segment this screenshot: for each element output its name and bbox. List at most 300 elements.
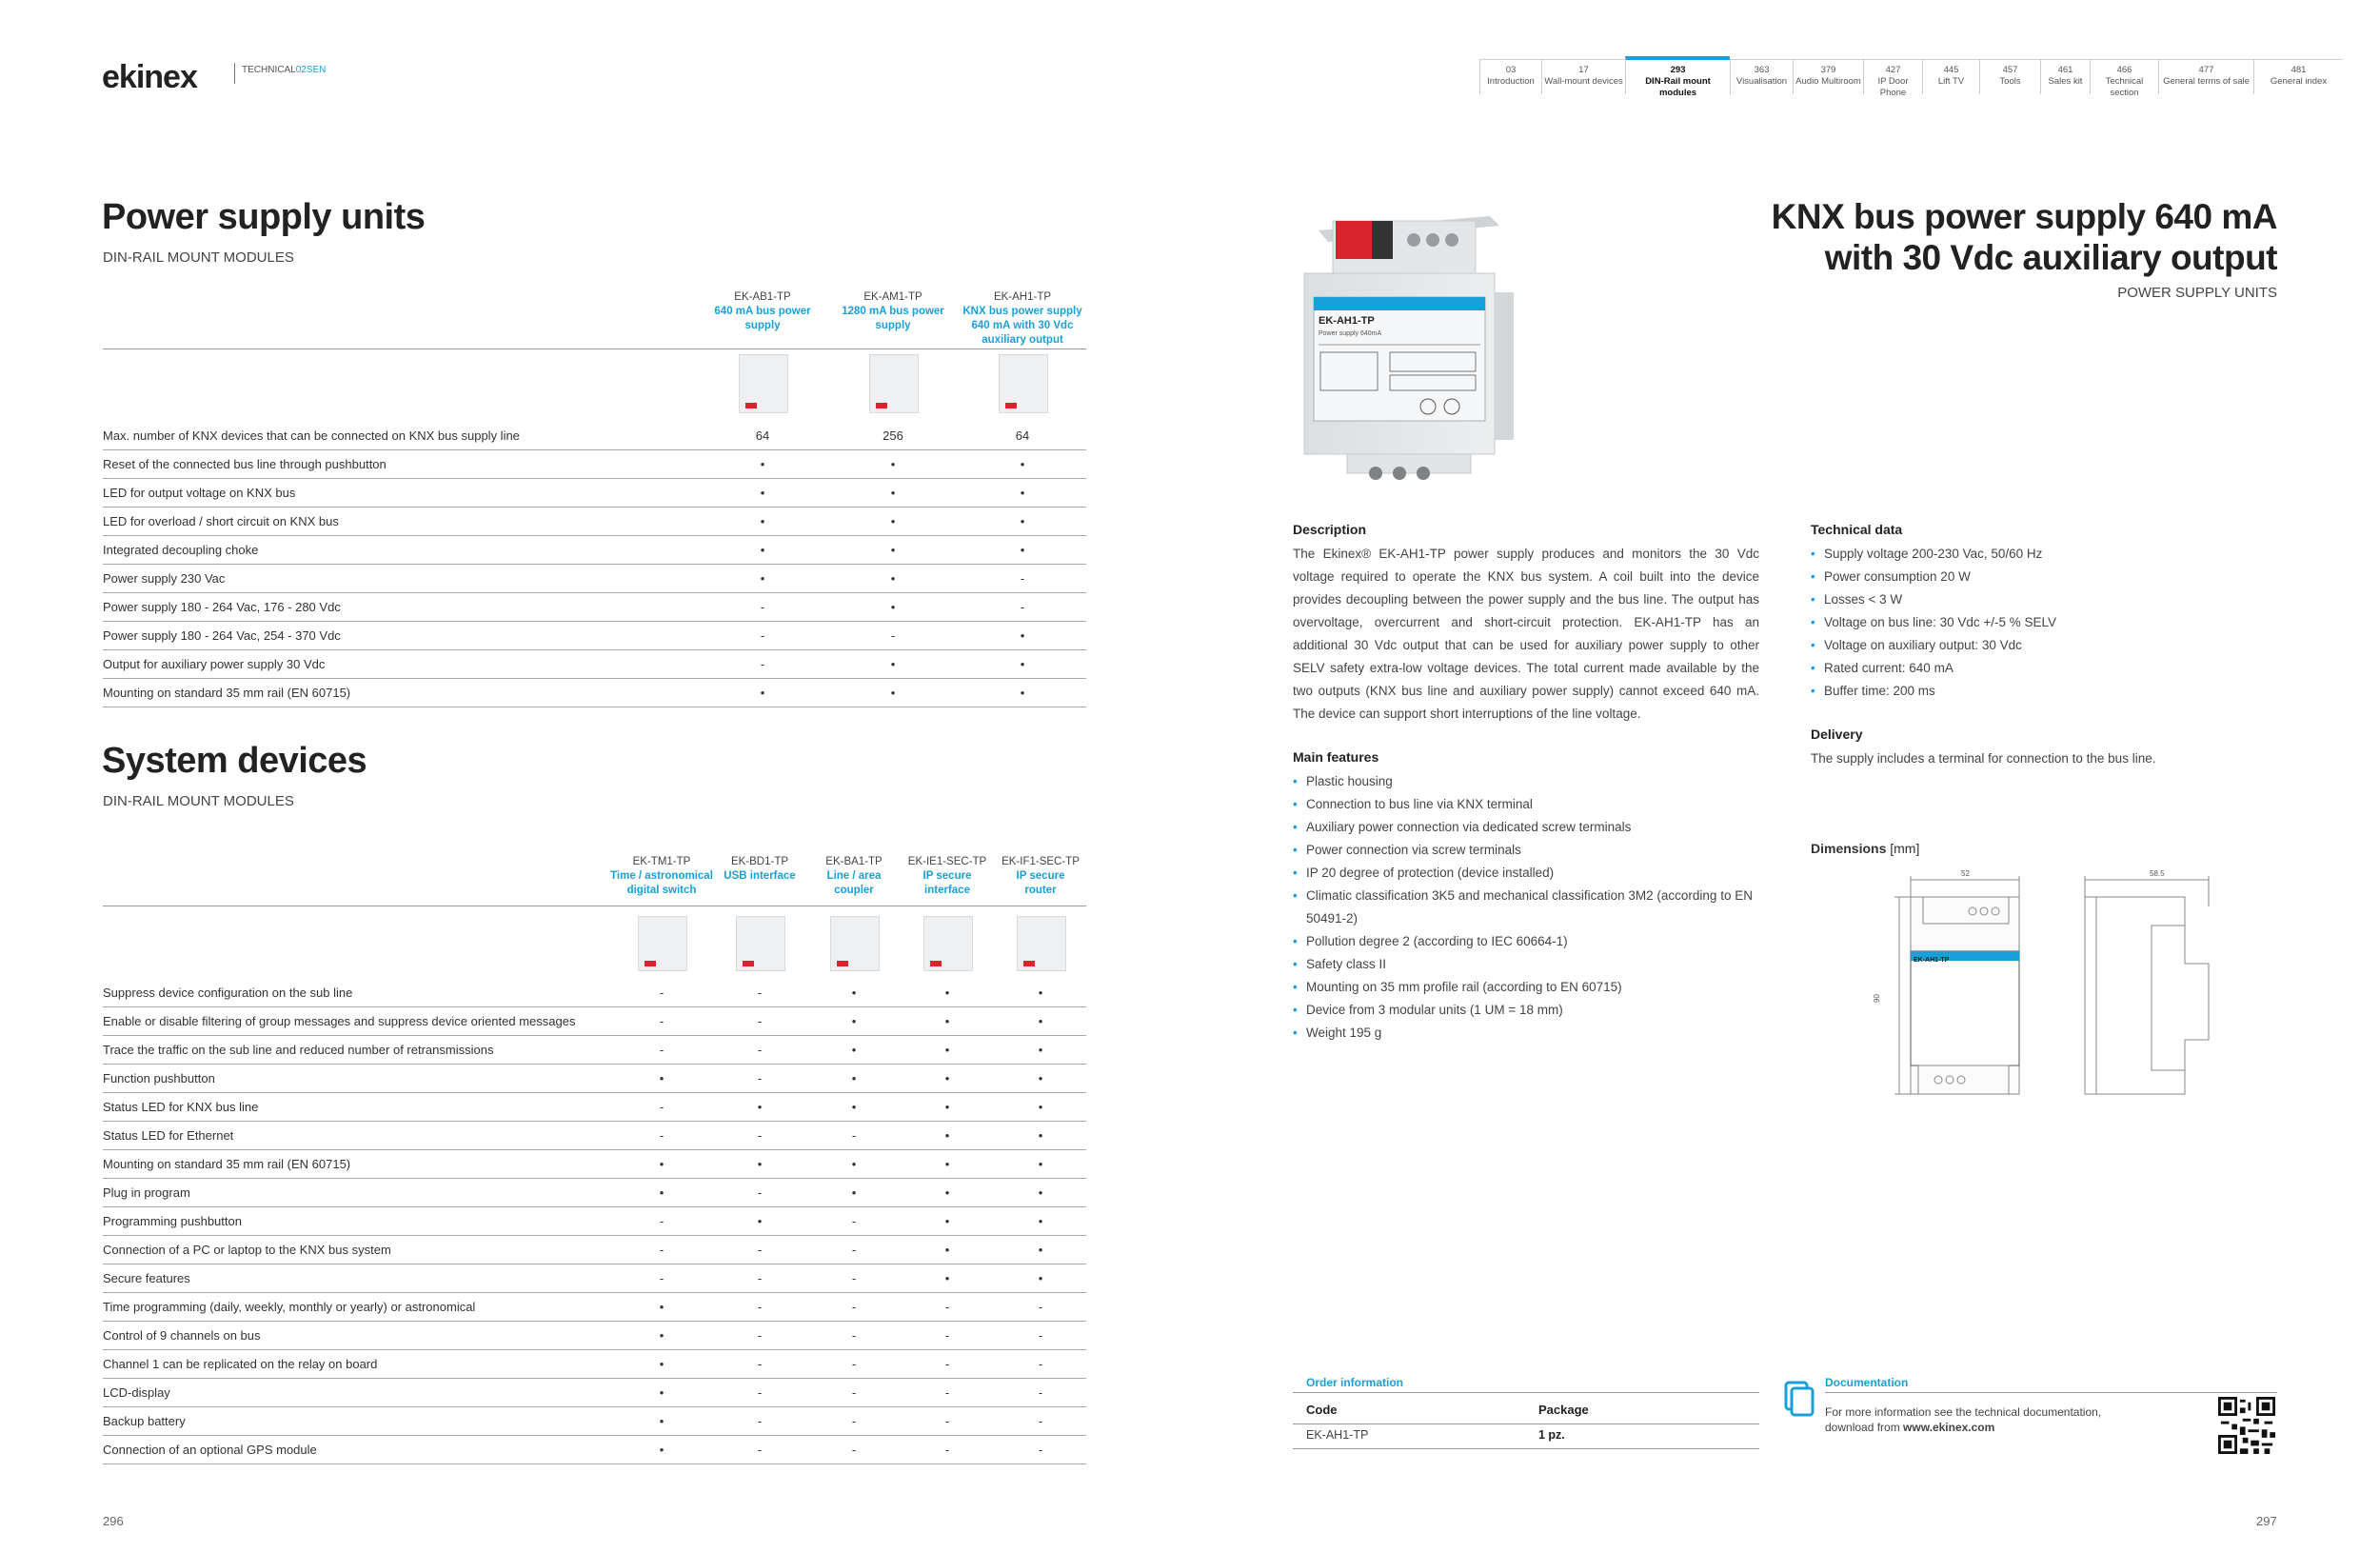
table-row-separator: [103, 1435, 1086, 1436]
product-thumbnail: [1017, 916, 1066, 971]
chapter-nav: [1479, 59, 2343, 98]
column-name: IP secure: [922, 870, 972, 882]
table-cell: •: [851, 1185, 857, 1200]
table-row-label: Output for auxiliary power supply 30 Vdc: [103, 657, 326, 671]
list-item: • Connection to bus line via KNX terminal: [1293, 793, 1759, 816]
table-cell: •: [760, 571, 765, 586]
table-cell: •: [1038, 1243, 1043, 1257]
table-row-separator: [103, 1235, 1086, 1236]
table-cell: 256: [883, 428, 903, 443]
table-cell: -: [944, 1300, 950, 1314]
table-cell: •: [944, 1214, 950, 1228]
table-row-separator: [103, 1349, 1086, 1350]
table-row-label: Mounting on standard 35 mm rail (EN 60715): [103, 1157, 351, 1171]
table-row-label: Backup battery: [103, 1414, 186, 1428]
table-row-label: Time programming (daily, weekly, monthly or yearly) or astronomical: [103, 1300, 476, 1314]
table-cell: -: [757, 1385, 763, 1400]
features-title: Main features: [1293, 749, 1379, 765]
table-row-separator: [103, 535, 1086, 536]
table-cell: •: [659, 1328, 664, 1343]
product-category: POWER SUPPLY UNITS: [2117, 285, 2277, 301]
table-row-label: Programming pushbutton: [103, 1214, 242, 1228]
description-text: The Ekinex® EK-AH1-TP power supply produces and monitors the 30 Vdc voltage required to operate the KNX bus system. A coil built into the device provides decoupling between the power supply and the bus line. The output has overvoltage, overcurrent and short-circuit protection. EK-AH1-TP has an additional 30 Vdc output that can be used for auxiliary power supply to other SELV safety extra-low voltage devices. The total current made available by the two outputs (KNX bus line and auxiliary power supply) cannot exceed 640 mA. The device can support short interruptions of the line voltage.: [1293, 547, 1759, 721]
table-row-separator: [103, 564, 1086, 565]
product-thumbnail: [736, 916, 785, 971]
table-cell: •: [760, 686, 765, 700]
table-cell: •: [659, 1443, 664, 1457]
list-item: • Losses < 3 W: [1811, 588, 2268, 611]
column-code: EK-IF1-SEC-TP: [1002, 856, 1080, 867]
table-row-separator: [103, 1006, 1086, 1007]
column-name: digital switch: [626, 885, 697, 896]
table-cell: -: [659, 1271, 664, 1285]
table-cell: •: [659, 1185, 664, 1200]
table-row-label: Enable or disable filtering of group messages and suppress device oriented messages: [103, 1014, 576, 1028]
table-cell: -: [1038, 1385, 1043, 1400]
nav-tab-number: 481: [2291, 65, 2307, 75]
table-row-separator: [103, 1206, 1086, 1207]
table-cell: -: [757, 1443, 763, 1457]
table-cell: •: [890, 486, 896, 500]
table-cell: •: [890, 686, 896, 700]
table-cell: •: [659, 1385, 664, 1400]
table-cell: -: [757, 1243, 763, 1257]
nav-tab-label: Technical section: [2105, 76, 2144, 98]
list-item: • Auxiliary power connection via dedicated screw terminals: [1293, 816, 1759, 839]
table-cell: •: [944, 1157, 950, 1171]
dim-width: 52: [1961, 869, 1970, 878]
table-cell: •: [851, 986, 857, 1000]
power-section-title: Power supply units: [102, 197, 426, 237]
table-cell: •: [757, 1157, 763, 1171]
table-cell: 64: [1015, 428, 1030, 443]
table-cell: •: [851, 1014, 857, 1028]
table-cell: -: [944, 1328, 950, 1343]
nav-tab-number: 363: [1754, 65, 1770, 75]
table-cell: •: [944, 1128, 950, 1143]
table-cell: •: [944, 1043, 950, 1057]
column-code: EK-BD1-TP: [730, 856, 789, 867]
table-cell: -: [851, 1300, 857, 1314]
nav-tab[interactable]: [1730, 60, 1793, 94]
nav-tab-label: Sales kit: [2048, 76, 2083, 87]
nav-tab[interactable]: [1863, 60, 1922, 98]
table-row-separator: [103, 1092, 1086, 1093]
table-row-label: Status LED for Ethernet: [103, 1128, 234, 1143]
table-row-label: LCD-display: [103, 1385, 170, 1400]
nav-tab-number: 379: [1820, 65, 1836, 75]
table-row-separator: [103, 1292, 1086, 1293]
system-section-title: System devices: [102, 741, 367, 781]
table-cell: -: [851, 1271, 857, 1285]
table-cell: •: [890, 457, 896, 471]
table-cell: •: [659, 1300, 664, 1314]
nav-tab[interactable]: [1922, 60, 1979, 94]
product-thumbnail: [869, 354, 919, 413]
table-cell: •: [1020, 686, 1025, 700]
table-row-label: Channel 1 can be replicated on the relay on board: [103, 1357, 378, 1371]
table-cell: -: [760, 657, 765, 671]
table-cell: -: [890, 628, 896, 643]
column-name: 1280 mA bus power: [842, 306, 944, 317]
nav-tab[interactable]: [1479, 60, 1541, 94]
table-cell: -: [851, 1328, 857, 1343]
dim-height: 90: [1873, 994, 1881, 1003]
table-cell: -: [851, 1357, 857, 1371]
column-name: USB interface: [724, 870, 796, 882]
nav-tab-label: General index: [2270, 76, 2328, 87]
thumbnail-terminal: [743, 961, 754, 966]
table-row-separator: [103, 478, 1086, 479]
table-cell: •: [944, 1014, 950, 1028]
table-cell: -: [944, 1414, 950, 1428]
table-cell: •: [1020, 628, 1025, 643]
table-cell: •: [760, 486, 765, 500]
list-item: • Device from 3 modular units (1 UM = 18 mm): [1293, 999, 1759, 1022]
product-thumbnail: [923, 916, 973, 971]
documentation-rule: [1825, 1392, 2277, 1393]
order-info-rule: [1293, 1392, 1759, 1393]
list-item: • Voltage on bus line: 30 Vdc +/-5 % SELV: [1811, 611, 2268, 634]
nav-tab[interactable]: [2253, 60, 2343, 94]
table-cell: -: [1020, 571, 1025, 586]
list-item: • Rated current: 640 mA: [1811, 657, 2268, 680]
table-cell: •: [890, 514, 896, 528]
thumbnail-terminal: [645, 961, 656, 966]
column-name: interface: [924, 885, 970, 896]
table-cell: •: [1038, 1043, 1043, 1057]
table-row-separator: [103, 1378, 1086, 1379]
nav-tab-number: 461: [2057, 65, 2073, 75]
table-row-separator: [103, 1406, 1086, 1407]
list-item: • Supply voltage 200-230 Vac, 50/60 Hz: [1811, 543, 2268, 566]
column-code: EK-BA1-TP: [825, 856, 883, 867]
nav-tab-label: Audio Multiroom: [1795, 76, 1861, 87]
column-name: 640 mA bus power: [714, 306, 811, 317]
table-cell: -: [757, 1185, 763, 1200]
ekinex-logo: ekinex: [102, 59, 197, 95]
table-top-rule: [103, 348, 1086, 349]
table-cell: -: [851, 1214, 857, 1228]
column-name: KNX bus power supply: [962, 306, 1082, 317]
table-cell: •: [1020, 486, 1025, 500]
table-cell: •: [1038, 1128, 1043, 1143]
nav-tab-number: 445: [1943, 65, 1959, 75]
table-row-label: Power supply 180 - 264 Vac, 254 - 370 Vdc: [103, 628, 341, 643]
table-cell: •: [757, 1100, 763, 1114]
logo-divider: [234, 63, 235, 84]
features-list: [1293, 770, 1759, 1045]
nav-tab[interactable]: [1979, 60, 2040, 94]
table-cell: •: [757, 1214, 763, 1228]
table-cell: •: [659, 1157, 664, 1171]
nav-tab[interactable]: [1793, 60, 1863, 94]
nav-tab-number: 293: [1670, 65, 1686, 75]
table-cell: -: [757, 1414, 763, 1428]
delivery-text: The supply includes a terminal for connection to the bus line.: [1811, 751, 2156, 766]
order-code: EK-AH1-TP: [1306, 1428, 1369, 1442]
table-row-separator: [103, 1064, 1086, 1065]
table-row-separator: [103, 1463, 1086, 1464]
column-name: router: [1024, 885, 1057, 896]
dimensions-drawing: [1866, 868, 2370, 1106]
documentation-link[interactable]: www.ekinex.com: [1903, 1421, 1995, 1434]
list-item: • Pollution degree 2 (according to IEC 60664-1): [1293, 930, 1759, 953]
table-cell: -: [851, 1443, 857, 1457]
table-cell: -: [757, 1328, 763, 1343]
dim-depth: 58.5: [2150, 869, 2165, 878]
table-cell: •: [944, 1271, 950, 1285]
list-item: • Voltage on auxiliary output: 30 Vdc: [1811, 634, 2268, 657]
column-header: [979, 855, 1102, 898]
qr-code[interactable]: [2218, 1397, 2275, 1454]
table-cell: -: [659, 1128, 664, 1143]
thumbnail-terminal: [837, 961, 848, 966]
dimensions-title: Dimensions [mm]: [1811, 841, 1920, 856]
table-cell: -: [851, 1243, 857, 1257]
table-cell: •: [659, 1071, 664, 1085]
column-code: EK-AB1-TP: [734, 291, 791, 303]
product-thumbnail: [830, 916, 880, 971]
table-cell: •: [851, 1100, 857, 1114]
device-label: EK-AH1-TP: [1319, 315, 1375, 327]
table-cell: •: [1038, 1185, 1043, 1200]
nav-tab-label: Introduction: [1487, 76, 1535, 87]
column-name: coupler: [834, 885, 874, 896]
table-cell: •: [1038, 1014, 1043, 1028]
list-item: • Safety class II: [1293, 953, 1759, 976]
delivery-title: Delivery: [1811, 727, 1863, 742]
table-cell: -: [757, 1271, 763, 1285]
list-item: • Weight 195 g: [1293, 1022, 1759, 1045]
documentation-icon: [1782, 1381, 1816, 1417]
thumbnail-terminal: [930, 961, 942, 966]
table-row-separator: [103, 678, 1086, 679]
nav-tab-label: IP Door Phone: [1877, 76, 1909, 98]
table-cell: -: [757, 1128, 763, 1143]
table-cell: •: [659, 1357, 664, 1371]
table-row-separator: [103, 1149, 1086, 1150]
documentation-text-2: download from www.ekinex.com: [1825, 1421, 1995, 1434]
table-cell: •: [1020, 514, 1025, 528]
table-cell: •: [944, 1185, 950, 1200]
table-row-label: Reset of the connected bus line through pushbutton: [103, 457, 387, 471]
column-name: auxiliary output: [982, 334, 1063, 346]
table-cell: -: [1038, 1328, 1043, 1343]
table-row-label: Trace the traffic on the sub line and reduced number of retransmissions: [103, 1043, 494, 1057]
column-name: IP secure: [1016, 870, 1065, 882]
table-cell: •: [760, 457, 765, 471]
table-cell: -: [1020, 600, 1025, 614]
table-cell: -: [757, 1357, 763, 1371]
tech-data-list: [1811, 543, 2268, 703]
nav-tab[interactable]: [1541, 60, 1625, 94]
list-item: • Climatic classification 3K5 and mechanical classification 3M2 (according to EN 50491-2): [1293, 885, 1759, 930]
catalog-tag: TECHNICAL02SEN: [242, 65, 327, 75]
table-cell: •: [760, 543, 765, 557]
table-row-label: Control of 9 channels on bus: [103, 1328, 261, 1343]
table-cell: •: [890, 657, 896, 671]
table-cell: -: [1038, 1357, 1043, 1371]
table-cell: -: [851, 1128, 857, 1143]
nav-tab-label: Lift TV: [1937, 76, 1965, 87]
column-code: EK-AM1-TP: [863, 291, 922, 303]
order-col-code: Code: [1306, 1403, 1338, 1417]
nav-tab-number: 03: [1505, 65, 1517, 75]
list-item: • Power consumption 20 W: [1811, 566, 2268, 588]
table-cell: -: [757, 1300, 763, 1314]
table-cell: •: [890, 543, 896, 557]
product-thumbnail: [739, 354, 788, 413]
page-number-left: 296: [103, 1514, 124, 1528]
product-title-line1: KNX bus power supply 640 mA: [1771, 197, 2277, 236]
nav-tab[interactable]: [2158, 60, 2253, 94]
table-cell: •: [851, 1043, 857, 1057]
documentation-title: Documentation: [1825, 1376, 1909, 1389]
column-header: [831, 290, 955, 333]
column-code: EK-AH1-TP: [993, 291, 1052, 303]
table-cell: •: [944, 1071, 950, 1085]
nav-tab-label: DIN-Rail mount modules: [1645, 76, 1711, 98]
column-name: 640 mA with 30 Vdc: [971, 320, 1074, 331]
table-cell: •: [890, 600, 896, 614]
table-cell: •: [944, 986, 950, 1000]
table-row-label: Mounting on standard 35 mm rail (EN 60715): [103, 686, 351, 700]
table-cell: -: [757, 986, 763, 1000]
column-name: supply: [875, 320, 911, 331]
table-row-separator: [103, 449, 1086, 450]
table-row-label: Function pushbutton: [103, 1071, 215, 1085]
nav-tab[interactable]: [1625, 56, 1730, 98]
nav-tab-number: 466: [2116, 65, 2132, 75]
tech-data-title: Technical data: [1811, 522, 1903, 537]
table-cell: -: [659, 1043, 664, 1057]
nav-tab-label: Visualisation: [1735, 76, 1788, 87]
nav-tab-number: 17: [1578, 65, 1589, 75]
table-cell: -: [757, 1014, 763, 1028]
table-cell: •: [1038, 1100, 1043, 1114]
table-row-label: Secure features: [103, 1271, 190, 1285]
column-code: EK-TM1-TP: [632, 856, 691, 867]
table-cell: •: [851, 1071, 857, 1085]
dimensions-device-label: EK-AH1-TP: [1914, 957, 1950, 964]
table-cell: -: [944, 1385, 950, 1400]
table-cell: -: [1038, 1443, 1043, 1457]
table-row-label: Status LED for KNX bus line: [103, 1100, 259, 1114]
table-cell: •: [760, 514, 765, 528]
system-section-subtitle: DIN-RAIL MOUNT MODULES: [103, 793, 294, 809]
table-row-label: Connection of an optional GPS module: [103, 1443, 317, 1457]
table-cell: -: [944, 1443, 950, 1457]
table-cell: •: [1038, 986, 1043, 1000]
thumbnail-terminal: [876, 403, 887, 408]
table-cell: •: [1020, 543, 1025, 557]
table-cell: •: [890, 571, 896, 586]
table-cell: 64: [755, 428, 770, 443]
list-item: • Power connection via screw terminals: [1293, 839, 1759, 862]
table-row-separator: [103, 1178, 1086, 1179]
table-cell: -: [757, 1043, 763, 1057]
table-row-label: Power supply 230 Vac: [103, 571, 226, 586]
table-cell: •: [944, 1243, 950, 1257]
column-name: Time / astronomical: [610, 870, 713, 882]
table-row-separator: [103, 1321, 1086, 1322]
thumbnail-terminal: [1005, 403, 1017, 408]
table-cell: •: [1038, 1157, 1043, 1171]
order-bottom-rule: [1293, 1448, 1759, 1449]
table-row-label: LED for overload / short circuit on KNX bus: [103, 514, 339, 528]
table-cell: •: [1038, 1271, 1043, 1285]
table-cell: -: [851, 1385, 857, 1400]
thumbnail-terminal: [1023, 961, 1035, 966]
table-cell: -: [659, 1214, 664, 1228]
table-row-separator: [103, 507, 1086, 508]
nav-tab[interactable]: [2090, 60, 2158, 98]
table-cell: •: [1020, 457, 1025, 471]
table-cell: -: [851, 1414, 857, 1428]
nav-tab-label: General terms of sale: [2163, 76, 2250, 87]
table-cell: -: [757, 1071, 763, 1085]
table-cell: •: [1038, 1071, 1043, 1085]
list-item: • Mounting on 35 mm profile rail (according to EN 60715): [1293, 976, 1759, 999]
table-cell: •: [1038, 1214, 1043, 1228]
table-cell: -: [659, 1243, 664, 1257]
table-cell: -: [1038, 1414, 1043, 1428]
table-row-label: Max. number of KNX devices that can be connected on KNX bus supply line: [103, 428, 520, 443]
documentation-text-1: For more information see the technical documentation,: [1825, 1405, 2102, 1419]
table-row-separator: [103, 592, 1086, 593]
column-header: [961, 290, 1084, 348]
column-name: Line / area: [826, 870, 882, 882]
table-row-separator: [103, 1035, 1086, 1036]
table-cell: •: [659, 1414, 664, 1428]
table-cell: -: [659, 986, 664, 1000]
table-row-label: Connection of a PC or laptop to the KNX bus system: [103, 1243, 391, 1257]
table-cell: -: [659, 1100, 664, 1114]
description-title: Description: [1293, 522, 1367, 537]
nav-tab-number: 427: [1885, 65, 1901, 75]
table-cell: •: [851, 1157, 857, 1171]
column-code: EK-IE1-SEC-TP: [907, 856, 987, 867]
table-row-separator: [103, 649, 1086, 650]
table-cell: •: [1020, 657, 1025, 671]
column-header: [701, 290, 824, 333]
table-cell: -: [1038, 1300, 1043, 1314]
nav-tab-number: 477: [2198, 65, 2214, 75]
list-item: • IP 20 degree of protection (device installed): [1293, 862, 1759, 885]
product-title-line2: with 30 Vdc auxiliary output: [1824, 238, 2277, 277]
product-image: [1299, 202, 1518, 488]
thumbnail-terminal: [745, 403, 757, 408]
table-cell: •: [944, 1100, 950, 1114]
order-package: 1 pz.: [1538, 1428, 1565, 1442]
table-row-separator: [103, 621, 1086, 622]
order-col-package: Package: [1538, 1403, 1589, 1417]
device-sublabel: Power supply 640mA: [1319, 330, 1382, 337]
nav-tab-number: 457: [2002, 65, 2018, 75]
page-number-right: 297: [2256, 1514, 2277, 1528]
nav-tab[interactable]: [2040, 60, 2090, 94]
table-cell: -: [659, 1014, 664, 1028]
order-info-title: Order information: [1306, 1376, 1404, 1389]
nav-tab-label: Wall-mount devices: [1544, 76, 1623, 87]
table-row-label: Integrated decoupling choke: [103, 543, 259, 557]
list-item: • Plastic housing: [1293, 770, 1759, 793]
power-section-subtitle: DIN-RAIL MOUNT MODULES: [103, 249, 294, 266]
nav-tab-label: Tools: [1999, 76, 2021, 87]
product-thumbnail: [999, 354, 1048, 413]
table-cell: -: [760, 628, 765, 643]
